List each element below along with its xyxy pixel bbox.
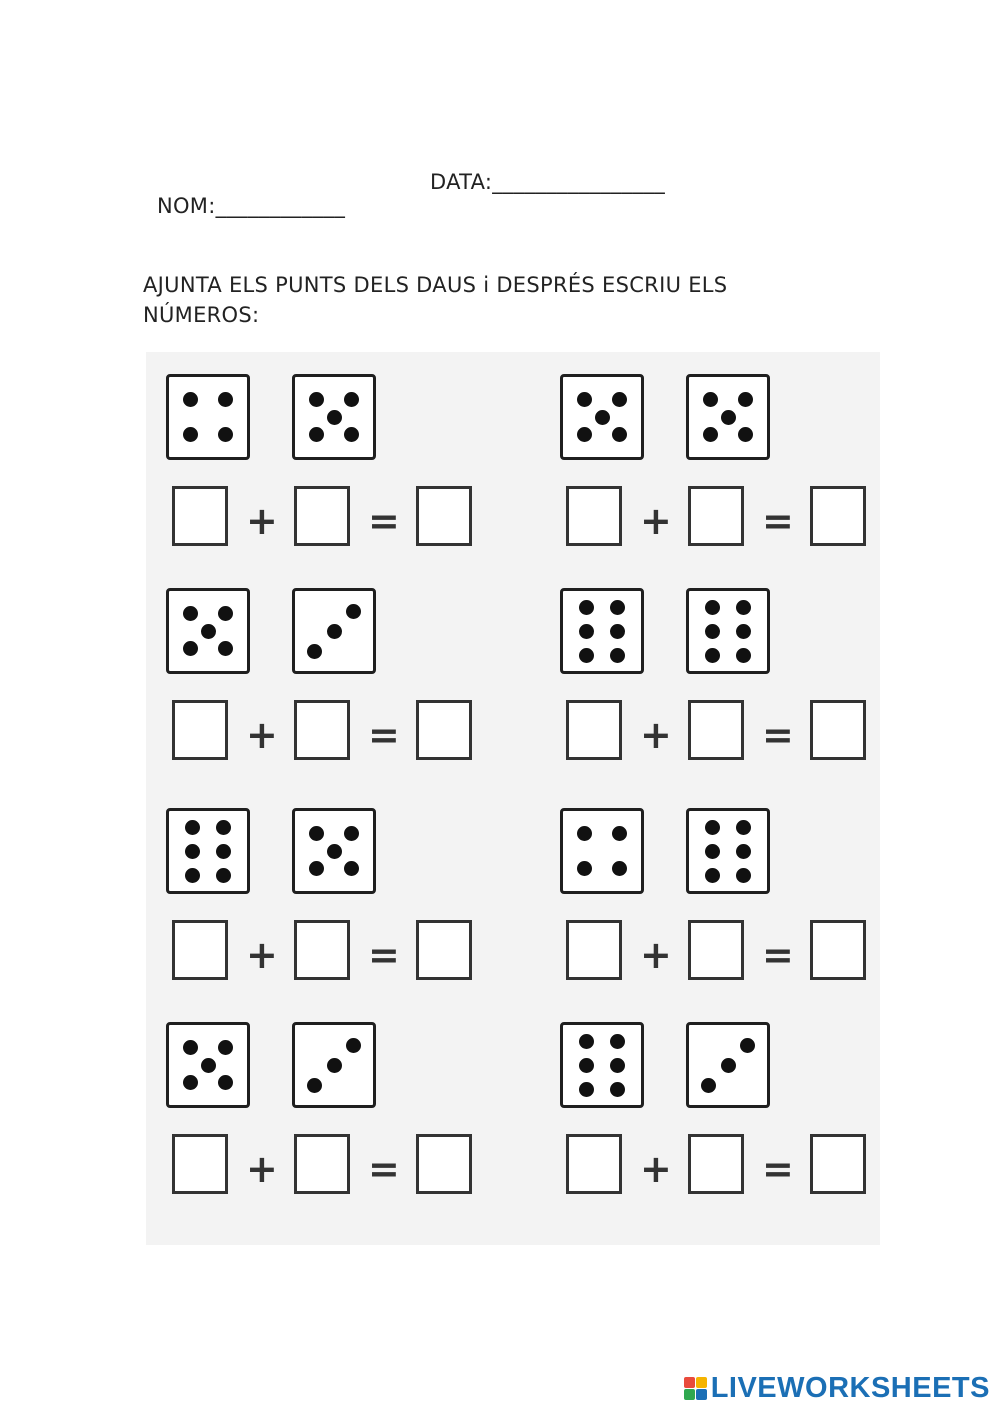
die-pip (705, 648, 720, 663)
die-pip (309, 861, 324, 876)
first-addend-box[interactable] (172, 700, 228, 760)
die-pip (309, 826, 324, 841)
die-pip (344, 861, 359, 876)
die-pip (612, 826, 627, 841)
plus-sign: + (246, 713, 278, 757)
die-pip (610, 648, 625, 663)
die-pip (736, 624, 751, 639)
die-pip (327, 624, 342, 639)
sum-box[interactable] (416, 486, 472, 546)
die-pip (309, 392, 324, 407)
sum-box[interactable] (416, 700, 472, 760)
die-pip (216, 844, 231, 859)
die-pip (610, 624, 625, 639)
die-pip (701, 1078, 716, 1093)
equals-sign: = (368, 713, 400, 757)
name-label: NOM:____________ (156, 194, 346, 218)
die-face-icon (166, 374, 250, 460)
die-pip (346, 604, 361, 619)
equals-sign: = (762, 1147, 794, 1191)
header-row (143, 170, 666, 242)
plus-sign: + (640, 713, 672, 757)
die-pip (218, 1040, 233, 1055)
die-pip (216, 820, 231, 835)
die-pip (218, 1075, 233, 1090)
sum-box[interactable] (810, 1134, 866, 1194)
die-pip (703, 427, 718, 442)
sum-box[interactable] (810, 700, 866, 760)
die-pip (327, 1058, 342, 1073)
dice-exercise (560, 808, 880, 1008)
die-pip (579, 1058, 594, 1073)
die-pip (183, 1075, 198, 1090)
second-addend-box[interactable] (688, 1134, 744, 1194)
die-face-icon (292, 1022, 376, 1108)
plus-sign: + (640, 499, 672, 543)
die-pip (327, 844, 342, 859)
die-pip (344, 392, 359, 407)
die-pip (183, 606, 198, 621)
first-addend-box[interactable] (566, 486, 622, 546)
die-face-icon (292, 374, 376, 460)
plus-sign: + (640, 1147, 672, 1191)
die-face-icon (560, 808, 644, 894)
first-addend-box[interactable] (566, 1134, 622, 1194)
die-pip (595, 410, 610, 425)
die-pip (705, 844, 720, 859)
die-pip (705, 624, 720, 639)
logo-text: LIVEWORKSHEETS (710, 1372, 990, 1404)
die-pip (738, 392, 753, 407)
die-pip (610, 1034, 625, 1049)
die-pip (579, 1082, 594, 1097)
die-face-icon (560, 374, 644, 460)
equals-sign: = (368, 1147, 400, 1191)
second-addend-box[interactable] (294, 486, 350, 546)
die-pip (201, 1058, 216, 1073)
instruction-text: AJUNTA ELS PUNTS DELS DAUS i DESPRÉS ESCRIU ELS NÚMEROS: (143, 273, 728, 327)
second-addend-box[interactable] (688, 486, 744, 546)
sum-box[interactable] (810, 920, 866, 980)
dice-exercise (166, 808, 486, 1008)
die-face-icon (292, 588, 376, 674)
die-pip (183, 427, 198, 442)
die-pip (577, 826, 592, 841)
equals-sign: = (368, 933, 400, 977)
die-pip (216, 868, 231, 883)
equals-sign: = (762, 713, 794, 757)
first-addend-box[interactable] (172, 486, 228, 546)
sum-box[interactable] (810, 486, 866, 546)
die-pip (579, 600, 594, 615)
die-face-icon (686, 1022, 770, 1108)
die-pip (610, 1058, 625, 1073)
die-pip (218, 427, 233, 442)
dice-exercise (166, 1022, 486, 1222)
sum-box[interactable] (416, 920, 472, 980)
first-addend-box[interactable] (566, 920, 622, 980)
die-pip (705, 820, 720, 835)
die-pip (705, 868, 720, 883)
die-pip (346, 1038, 361, 1053)
die-pip (579, 624, 594, 639)
plus-sign: + (640, 933, 672, 977)
plus-sign: + (246, 933, 278, 977)
die-pip (579, 1034, 594, 1049)
die-pip (738, 427, 753, 442)
die-pip (344, 826, 359, 841)
die-pip (185, 868, 200, 883)
liveworksheets-logo (684, 1372, 990, 1405)
dice-exercise (166, 588, 486, 788)
die-face-icon (686, 588, 770, 674)
die-pip (185, 820, 200, 835)
die-pip (183, 1040, 198, 1055)
die-pip (612, 427, 627, 442)
die-face-icon (292, 808, 376, 894)
die-pip (736, 868, 751, 883)
second-addend-box[interactable] (294, 920, 350, 980)
die-face-icon (560, 588, 644, 674)
first-addend-box[interactable] (566, 700, 622, 760)
die-pip (736, 820, 751, 835)
die-pip (610, 1082, 625, 1097)
first-addend-box[interactable] (172, 1134, 228, 1194)
die-pip (344, 427, 359, 442)
die-pip (309, 427, 324, 442)
second-addend-box[interactable] (688, 700, 744, 760)
die-pip (610, 600, 625, 615)
die-pip (327, 410, 342, 425)
equals-sign: = (762, 933, 794, 977)
die-pip (218, 641, 233, 656)
die-face-icon (166, 808, 250, 894)
second-addend-box[interactable] (294, 700, 350, 760)
die-pip (577, 392, 592, 407)
equals-sign: = (368, 499, 400, 543)
die-face-icon (686, 374, 770, 460)
die-face-icon (166, 1022, 250, 1108)
die-pip (577, 427, 592, 442)
logo-mark-icon (684, 1377, 707, 1400)
die-pip (721, 410, 736, 425)
exercise-panel (146, 352, 880, 1245)
die-pip (736, 648, 751, 663)
die-pip (183, 641, 198, 656)
second-addend-box[interactable] (688, 920, 744, 980)
die-pip (612, 392, 627, 407)
die-pip (703, 392, 718, 407)
equals-sign: = (762, 499, 794, 543)
die-pip (218, 606, 233, 621)
plus-sign: + (246, 1147, 278, 1191)
die-pip (736, 600, 751, 615)
die-pip (577, 861, 592, 876)
die-pip (705, 600, 720, 615)
die-pip (307, 644, 322, 659)
die-pip (721, 1058, 736, 1073)
dice-exercise (166, 374, 486, 574)
dice-exercise (560, 1022, 880, 1222)
dice-exercise (560, 374, 880, 574)
die-face-icon (166, 588, 250, 674)
die-pip (612, 861, 627, 876)
die-pip (201, 624, 216, 639)
die-pip (579, 648, 594, 663)
die-pip (736, 844, 751, 859)
die-face-icon (560, 1022, 644, 1108)
die-pip (185, 844, 200, 859)
die-pip (183, 392, 198, 407)
first-addend-box[interactable] (172, 920, 228, 980)
second-addend-box[interactable] (294, 1134, 350, 1194)
die-face-icon (686, 808, 770, 894)
date-label: DATA:________________ (430, 170, 666, 194)
die-pip (218, 392, 233, 407)
dice-exercise (560, 588, 880, 788)
die-pip (740, 1038, 755, 1053)
die-pip (307, 1078, 322, 1093)
plus-sign: + (246, 499, 278, 543)
sum-box[interactable] (416, 1134, 472, 1194)
